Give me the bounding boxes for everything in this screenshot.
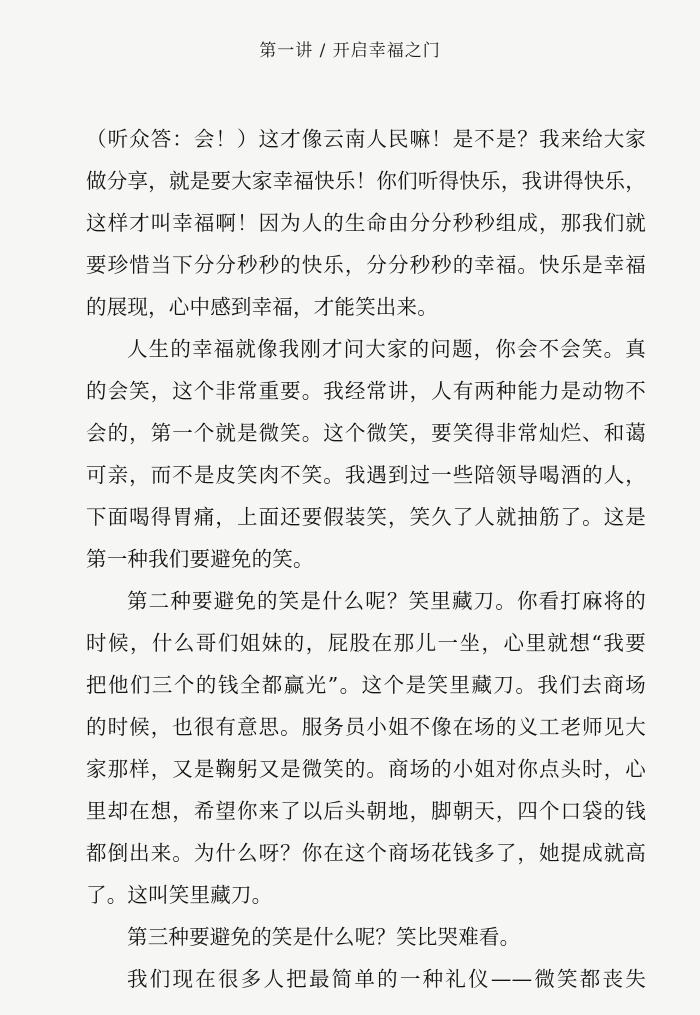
text-line: 做分享，就是要大家幸福快乐！你们听得快乐，我讲得快乐，	[86, 169, 646, 193]
text-line: 了。这叫笑里藏刀。	[86, 883, 273, 907]
text-line: 可亲，而不是皮笑肉不笑。我遇到过一些陪领导喝酒的人，	[86, 463, 646, 487]
text-line: 里却在想，希望你来了以后头朝地，脚朝天，四个口袋的钱	[86, 799, 646, 823]
text-line: 人生的幸福就像我刚才问大家的问题，你会不会笑。真	[127, 337, 646, 361]
text-line: 下面喝得胃痛，上面还要假装笑，笑久了人就抽筋了。这是	[86, 505, 646, 529]
text-line: （听众答：会！）这才像云南人民嘛！是不是？我来给大家	[86, 127, 646, 151]
text-line: 把他们三个的钱全都赢光”。这个是笑里藏刀。我们去商场	[86, 673, 646, 697]
body-text	[86, 118, 646, 1000]
text-line: 会的，第一个就是微笑。这个微笑，要笑得非常灿烂、和蔼	[86, 421, 646, 445]
text-line: 都倒出来。为什么呀？你在这个商场花钱多了，她提成就高	[86, 841, 646, 865]
text-line: 的展现，心中感到幸福，才能笑出来。	[86, 295, 438, 319]
text-line: 的时候，也很有意思。服务员小姐不像在场的义工老师见大	[86, 715, 646, 739]
text-line: 家那样，又是鞠躬又是微笑的。商场的小姐对你点头时，心	[86, 757, 646, 781]
running-head: 第一讲 / 开启幸福之门	[259, 41, 441, 61]
text-line: 要珍惜当下分分秒秒的快乐，分分秒秒的幸福。快乐是幸福	[86, 253, 646, 277]
text-line: 我们现在很多人把最简单的一种礼仪——微笑都丧失	[127, 967, 646, 991]
text-line: 第三种要避免的笑是什么呢？笑比哭难看。	[127, 925, 521, 949]
text-line: 这样才叫幸福啊！因为人的生命由分分秒秒组成，那我们就	[86, 211, 646, 235]
text-line: 第一种我们要避免的笑。	[86, 547, 314, 571]
text-line: 时候，什么哥们姐妹的，屁股在那儿一坐，心里就想“我要	[86, 631, 646, 655]
text-line: 第二种要避免的笑是什么呢？笑里藏刀。你看打麻将的	[127, 589, 646, 613]
text-line: 的会笑，这个非常重要。我经常讲，人有两种能力是动物不	[86, 379, 646, 403]
